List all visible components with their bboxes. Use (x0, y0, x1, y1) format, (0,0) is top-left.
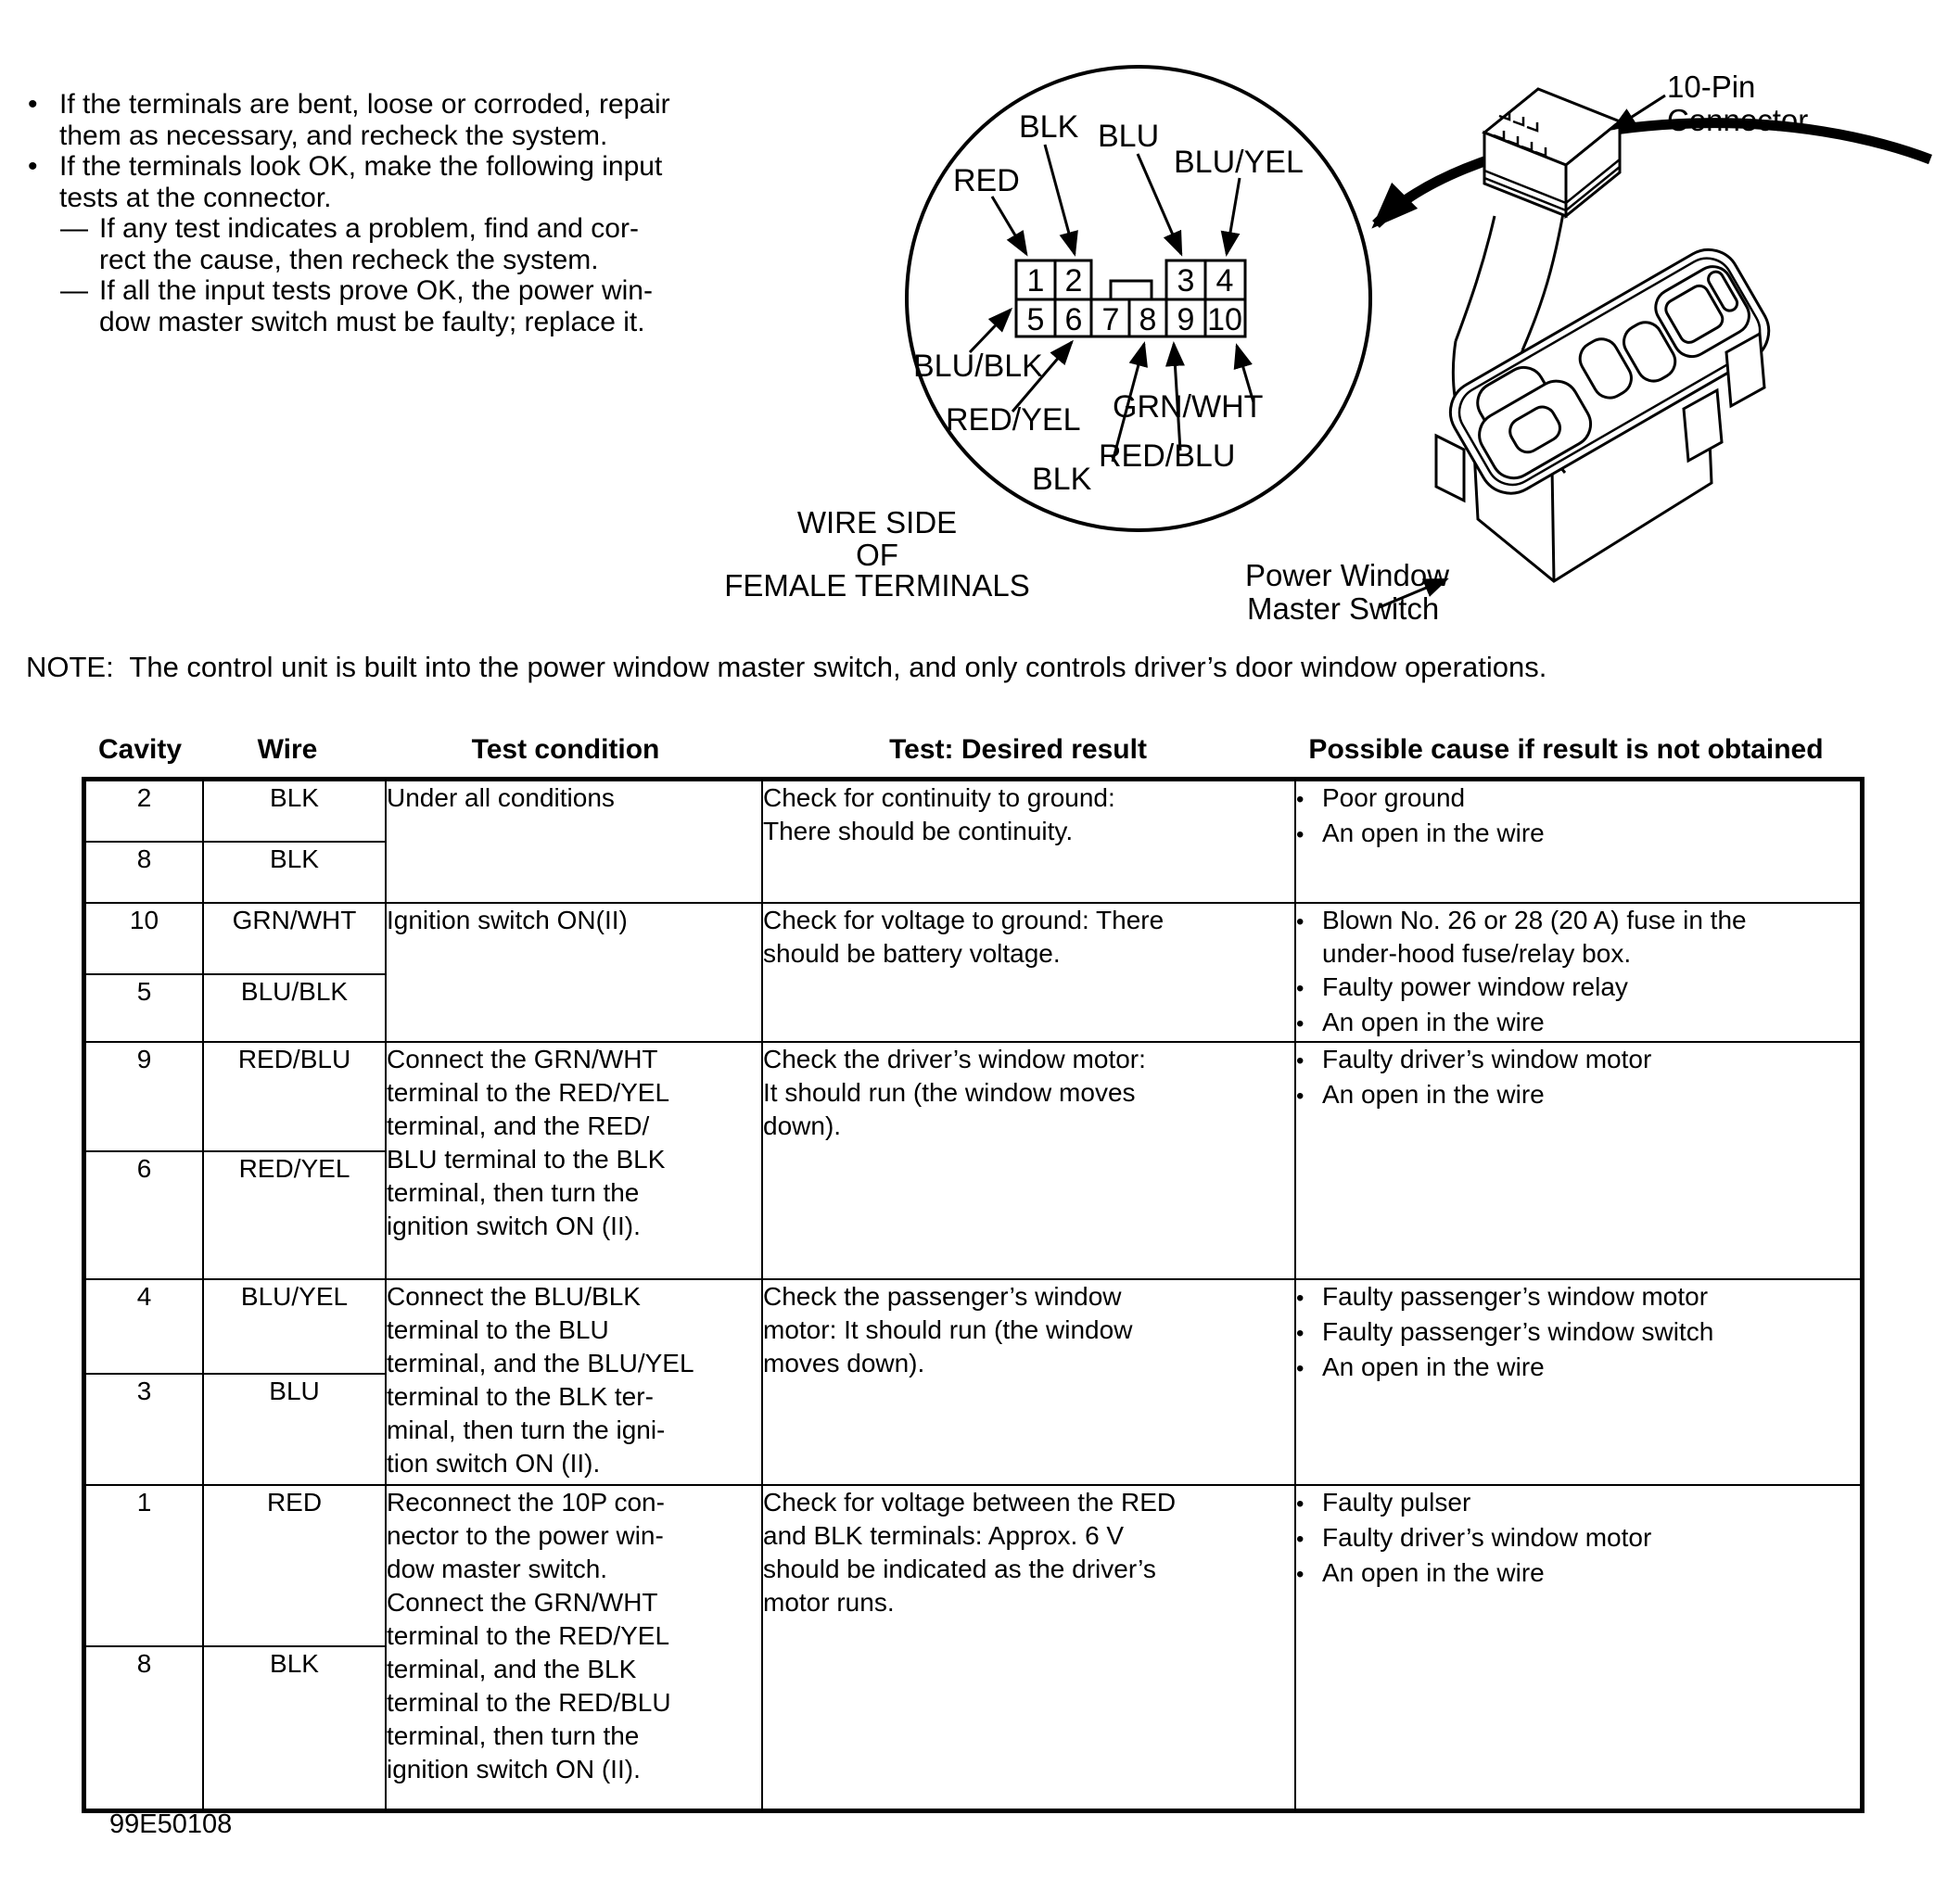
condition-cell (386, 1279, 762, 1485)
list-item-text: If the terminals look OK, make the following input tests at the connector. (59, 151, 663, 213)
result-text: Check the passenger’s window motor: It should run (the window moves down). (763, 1282, 1133, 1377)
causes-cell (1295, 1485, 1863, 1811)
cause-item: • Faulty driver’s window motor (1296, 1043, 1860, 1078)
result-text: Check for voltage to ground: There should be battery voltage. (763, 906, 1165, 968)
cause-item: • An open in the wire (1296, 817, 1860, 852)
bullet-icon: • (1296, 1286, 1305, 1311)
cavity-cell: 4 (84, 1279, 204, 1374)
wire-label-blu: BLU (1098, 119, 1160, 154)
cavity-cell: 10 (84, 903, 204, 974)
cause-item: • Faulty passenger’s window switch (1296, 1315, 1860, 1351)
bullet-icon: • (1296, 1048, 1305, 1073)
causes-cell (1295, 903, 1863, 1042)
pin-number: 9 (1177, 302, 1195, 337)
pin-number: 2 (1064, 263, 1083, 298)
wire-label-red-yel: RED/YEL (946, 402, 1081, 438)
bullet-icon: • (1296, 1011, 1305, 1036)
causes-cell (1295, 780, 1863, 904)
cavity-cell: 1 (84, 1485, 204, 1646)
cavity-cell: 5 (84, 974, 204, 1042)
result-cell (762, 1042, 1295, 1279)
wire-cell: BLK (203, 1646, 386, 1811)
cause-item: • An open in the wire (1296, 1078, 1860, 1113)
wire-label-blk-top: BLK (1019, 109, 1079, 145)
cause-item: • Blown No. 26 or 28 (20 A) fuse in the under-hood fuse/relay box. (1296, 906, 1747, 968)
bullet-icon: • (1296, 1084, 1305, 1109)
cavity-cell: 8 (84, 842, 204, 903)
col-header-test-condition: Test condition (471, 734, 660, 765)
note-text: NOTE: The control unit is built into the power window master switch, and only controls driver’s door window operations. (26, 651, 1547, 683)
pin-number: 8 (1139, 302, 1157, 337)
result-cell (762, 1279, 1295, 1485)
bullet-icon: • (1296, 1527, 1305, 1552)
cavity-cell: 6 (84, 1151, 204, 1279)
wire-label-red-blu: RED/BLU (1099, 438, 1236, 474)
wire-cell: GRN/WHT (203, 903, 386, 974)
list-item-text: If all the input tests prove OK, the power win- dow master switch must be faulty; replace it. (99, 275, 653, 337)
curved-zoom-arrow (1376, 123, 1930, 224)
dash-icon: — (60, 275, 88, 306)
bullet-icon: • (28, 151, 38, 182)
cause-item: • Poor ground (1296, 781, 1860, 817)
cavity-cell: 8 (84, 1646, 204, 1811)
list-item-text: If any test indicates a problem, find and cor- rect the cause, then recheck the system. (99, 213, 639, 275)
cavity-cell: 9 (84, 1042, 204, 1151)
wire-cell: BLK (203, 842, 386, 903)
bullet-icon: • (1296, 1562, 1305, 1587)
bullet-icon: • (1296, 909, 1305, 934)
input-test-table (82, 777, 1865, 1813)
circle-caption-line3: FEMALE TERMINALS (724, 568, 1030, 603)
table-row (84, 780, 1863, 843)
circle-caption-line1: WIRE SIDE (796, 505, 958, 539)
pin-number: 4 (1215, 263, 1234, 298)
cavity-cell: 3 (84, 1374, 204, 1485)
master-switch-illustration (1436, 238, 1780, 581)
pin-number: 3 (1177, 263, 1195, 298)
condition-cell (386, 1485, 762, 1811)
cause-item: • Faulty passenger’s window motor (1296, 1280, 1860, 1315)
condition-text: Reconnect the 10P con- nector to the power win- dow master switch. Connect the GRN/WHT terminal to the RED/YEL terminal, and the BLK terminal to the RED/BLU terminal, then turn the ignition switch ON (II). (387, 1488, 671, 1783)
wire-cell: BLU (203, 1374, 386, 1485)
result-cell (762, 780, 1295, 904)
connector-diagram (612, 28, 1960, 667)
result-text: Check the driver’s window motor: It should run (the window moves down). (763, 1045, 1146, 1140)
col-header-cavity: Cavity (97, 734, 183, 765)
result-cell (762, 903, 1295, 1042)
connector-callout-line2: Connector (1667, 103, 1809, 137)
cause-item: • Faulty pulser (1296, 1486, 1860, 1521)
cause-item: • An open in the wire (1296, 1556, 1860, 1592)
col-header-possible-cause: Possible cause if result is not obtained (1308, 734, 1824, 765)
bullet-icon: • (1296, 787, 1305, 812)
causes-cell (1295, 1279, 1863, 1485)
wire-cell: RED/BLU (203, 1042, 386, 1151)
wire-cell: BLK (203, 780, 386, 843)
result-text: Check for continuity to ground: There should be continuity. (763, 783, 1115, 845)
table-row (84, 903, 1863, 974)
table-row (84, 1042, 1863, 1151)
bullet-icon: • (1296, 1491, 1305, 1517)
table-row (84, 1485, 1863, 1646)
cause-item: • Faulty driver’s window motor (1296, 1521, 1860, 1556)
pin-number: 1 (1026, 263, 1045, 298)
condition-text: Connect the BLU/BLK terminal to the BLU terminal, and the BLU/YEL terminal to the BLK ter- minal, then turn the igni- tion switch ON (II). (387, 1282, 694, 1478)
wire-cell: BLU/YEL (203, 1279, 386, 1374)
condition-cell (386, 1042, 762, 1279)
bullet-icon: • (1296, 822, 1305, 847)
dash-icon: — (60, 213, 88, 244)
condition-text: Under all conditions (387, 783, 615, 812)
cause-item: • An open in the wire (1296, 1006, 1860, 1041)
wire-label-blu-yel: BLU/YEL (1174, 145, 1304, 180)
causes-cell (1295, 1042, 1863, 1279)
wire-cell: RED (203, 1485, 386, 1646)
cavity-cell: 2 (84, 780, 204, 843)
wire-label-grn-wht: GRN/WHT (1113, 389, 1264, 425)
bullet-icon: • (28, 89, 38, 120)
switch-callout-line1: Power Window (1245, 558, 1450, 592)
cause-item: • Faulty power window relay (1296, 971, 1860, 1006)
col-header-wire: Wire (257, 734, 318, 765)
wire-cell: BLU/BLK (203, 974, 386, 1042)
wire-cell: RED/YEL (203, 1151, 386, 1279)
switch-callout-line2: Master Switch (1247, 591, 1440, 626)
condition-text: Connect the GRN/WHT terminal to the RED/YEL terminal, and the RED/ BLU terminal to the BLK terminal, then turn the ignition switch ON (II). (387, 1045, 670, 1240)
pin-number: 10 (1207, 302, 1242, 337)
bullet-icon: • (1296, 1356, 1305, 1381)
wire-label-blu-blk: BLU/BLK (913, 349, 1043, 384)
result-cell (762, 1485, 1295, 1811)
condition-text: Ignition switch ON(II) (387, 906, 628, 934)
pin-number: 5 (1026, 302, 1045, 337)
list-item-text: If the terminals are bent, loose or corroded, repair them as necessary, and recheck the system. (59, 89, 670, 151)
wire-label-red: RED (953, 163, 1020, 198)
pin-number: 6 (1064, 302, 1083, 337)
result-text: Check for voltage between the RED and BLK terminals: Approx. 6 V should be indicated as the driver’s motor runs. (763, 1488, 1177, 1617)
bullet-icon: • (1296, 1321, 1305, 1346)
condition-cell (386, 903, 762, 1042)
circle-caption-line2: OF (856, 538, 898, 572)
pin-number: 7 (1101, 302, 1120, 337)
wire-label-blk-bottom: BLK (1032, 462, 1092, 497)
document-code: 99E50108 (109, 1809, 233, 1839)
cause-item: • An open in the wire (1296, 1351, 1860, 1386)
condition-cell (386, 780, 762, 904)
table-row (84, 1279, 1863, 1374)
bullet-icon: • (1296, 976, 1305, 1001)
col-header-desired-result: Test: Desired result (889, 734, 1147, 765)
connector-callout-line1: 10-Pin (1667, 70, 1756, 104)
